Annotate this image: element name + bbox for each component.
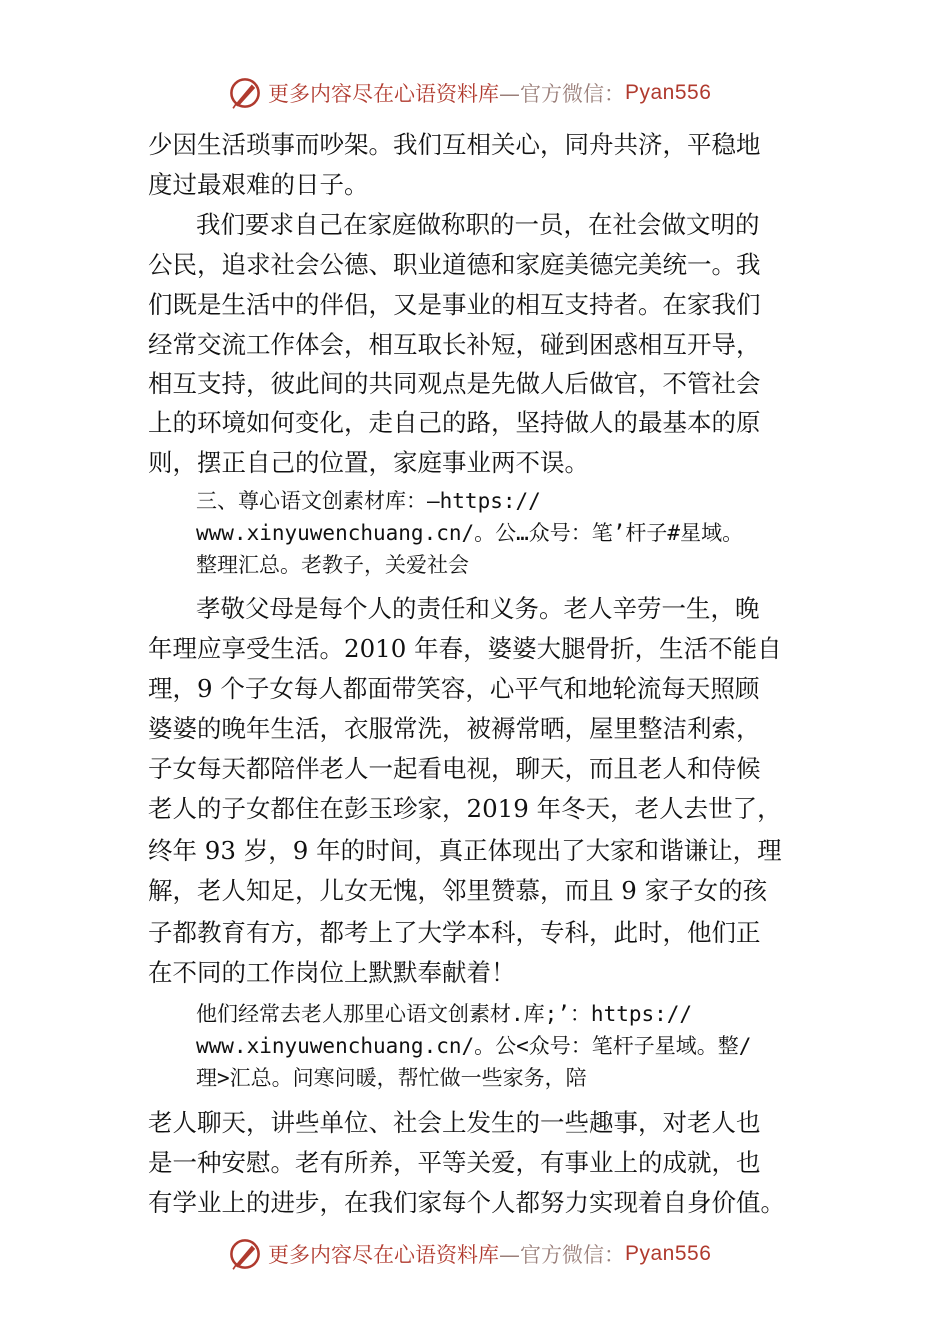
banner-wechat-label: —官方微信：: [499, 1243, 625, 1267]
footer-banner: [228, 1234, 711, 1274]
text-line: 孝敬父母是每个人的责任和义务。老人辛劳一生，晚: [196, 594, 760, 623]
text-line: 子女每天都陪伴老人一起看电视，聊天，而且老人和侍候: [148, 754, 761, 783]
text-line: 则，摆正自己的位置，家庭事业两不误。: [148, 448, 589, 477]
text-line: 子都教育有方，都考上了大学本科，专科，此时，他们正: [148, 918, 761, 947]
text-line: 理，9 个子女每人都面带笑容，心平气和地轮流每天照顾: [148, 674, 760, 703]
text-line: 上的环境如何变化，走自己的路，坚持做人的最基本的原: [148, 408, 761, 437]
text-line: 在不同的工作岗位上默默奉献着！: [148, 958, 516, 987]
text-line: 理>汇总。问寒问暖，帮忙做一些家务，陪: [196, 1066, 587, 1090]
banner-text: 更多内容尽在心语资料库: [268, 1243, 499, 1267]
text-line: 少因生活琐事而吵架。我们互相关心，同舟共济，平稳地: [148, 130, 761, 159]
text-line: 整理汇总。老教子，关爱社会: [196, 553, 469, 577]
text-line: www.xinyuwenchuang.cn/。公…众号：笔’杆子#星域。: [196, 521, 744, 545]
text-line: 解，老人知足，儿女无愧，邻里赞慕，而且 9 家子女的孩: [148, 876, 768, 905]
banner-wechat-label: —官方微信：: [499, 82, 625, 106]
header-banner: [228, 73, 711, 113]
text-line: 老人的子女都住在彭玉珍家，2019 年冬天，老人去世了，: [148, 794, 782, 823]
text-line: 有学业上的进步，在我们家每个人都努力实现着自身价值。: [148, 1188, 785, 1217]
text-line: 经常交流工作体会，相互取长补短，碰到困惑相互开导，: [148, 330, 761, 359]
banner-wechat-id: Pyan556: [625, 1242, 712, 1265]
pen-logo-icon: [228, 1237, 262, 1271]
text-line: 他们经常去老人那里心语文创素材.库;’：https://: [196, 1002, 693, 1026]
text-line: www.xinyuwenchuang.cn/。公<众号：笔杆子星域。整/: [196, 1034, 752, 1058]
text-line: 婆婆的晚年生活，衣服常洗，被褥常晒，屋里整洁利索，: [148, 714, 761, 743]
text-line: 是一种安慰。老有所养，平等关爱，有事业上的成就，也: [148, 1148, 761, 1177]
text-line: 我们要求自己在家庭做称职的一员，在社会做文明的: [196, 210, 760, 239]
banner-text: 更多内容尽在心语资料库: [268, 82, 499, 106]
text-line: 度过最艰难的日子。: [148, 170, 369, 199]
text-line: 公民，追求社会公德、职业道德和家庭美德完美统一。我: [148, 250, 761, 279]
text-line: 们既是生活中的伴侣，又是事业的相互支持者。在家我们: [148, 290, 761, 319]
text-line: 年理应享受生活。2010 年春，婆婆大腿骨折，生活不能自: [148, 634, 782, 663]
banner-wechat-id: Pyan556: [625, 81, 712, 104]
pen-logo-icon: [228, 76, 262, 110]
text-line: 相互支持，彼此间的共同观点是先做人后做官，不管社会: [148, 369, 761, 398]
text-line: 三、尊心语文创素材库：—https://: [196, 489, 541, 513]
text-line: 老人聊天，讲些单位、社会上发生的一些趣事，对老人也: [148, 1108, 761, 1137]
text-line: 终年 93 岁，9 年的时间，真正体现出了大家和谐谦让，理: [148, 836, 782, 865]
